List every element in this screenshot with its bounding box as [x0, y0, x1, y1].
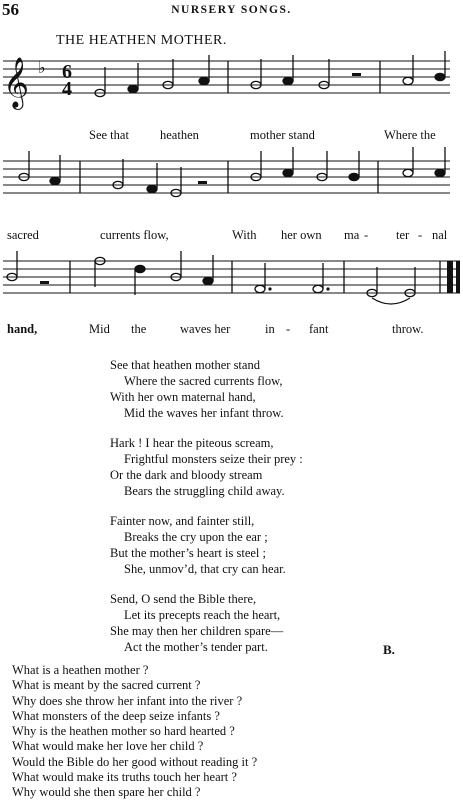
lyric-syllable: her own — [281, 228, 322, 242]
question-item: What monsters of the deep seize infants ? — [12, 708, 220, 723]
poem-verse: Where the sacred currents flow, — [124, 374, 283, 388]
lyric-syllable: - — [286, 322, 291, 336]
poem-verse: With her own maternal hand, — [110, 390, 256, 404]
music-staff-2 — [0, 155, 463, 225]
question-item: Would the Bible do her good without reading it ? — [12, 754, 258, 769]
poem-stanza-4 — [110, 591, 303, 655]
lyric-syllable: ma — [344, 228, 360, 242]
poem — [110, 357, 303, 669]
poem-verse: She, unmov’d, that cry can hear. — [124, 562, 286, 576]
poem-verse: Breaks the cry upon the ear ; — [124, 530, 268, 544]
lyric-syllable: Where the — [384, 128, 436, 142]
lyric-syllable: fant — [309, 322, 329, 336]
flat-sign-icon: ♭ — [38, 58, 46, 77]
poem-verse: Act the mother’s tender part. — [124, 640, 268, 654]
running-head: NURSERY SONGS. — [171, 4, 292, 16]
music-staff-3 — [0, 255, 463, 325]
lyric-syllable: ter — [396, 228, 410, 242]
lyric-syllable: See that — [89, 128, 129, 142]
poem-verse: She may then her children spare— — [110, 624, 284, 638]
lyric-syllable: hand, — [7, 322, 38, 336]
lyrics-line-2 — [0, 228, 463, 244]
poem-verse: See that heathen mother stand — [110, 358, 260, 372]
poem-verse: But the mother’s heart is steel ; — [110, 546, 266, 560]
question-item: Why is the heathen mother so hard hearted ? — [12, 724, 235, 739]
question-item: Why does she throw her infant into the river ? — [12, 693, 243, 708]
lyric-syllable: - — [418, 228, 423, 242]
lyric-syllable: throw. — [392, 322, 424, 336]
question-item: Why would she then spare her child ? — [12, 785, 201, 800]
author-signature: B. — [383, 642, 395, 657]
lyrics-line-1 — [0, 128, 463, 144]
music-staff-1 — [0, 55, 463, 125]
question-item: What would make her love her child ? — [12, 739, 204, 754]
poem-verse: Fainter now, and fainter still, — [110, 514, 255, 528]
poem-stanza-1 — [110, 357, 303, 421]
lyric-syllable: mother stand — [250, 128, 315, 142]
poem-verse: Bears the struggling child away. — [124, 484, 285, 498]
question-list — [12, 663, 257, 801]
poem-stanza-2 — [110, 435, 303, 499]
page-number: 56 — [2, 0, 19, 19]
lyric-syllable: currents flow, — [100, 228, 169, 242]
lyric-syllable: - — [364, 228, 369, 242]
poem-verse: Let its precepts reach the heart, — [124, 608, 281, 622]
treble-clef-icon: 𝄞 — [3, 57, 30, 108]
time-signature-top: 6 — [62, 61, 72, 83]
poem-verse: Send, O send the Bible there, — [110, 592, 257, 606]
lyric-syllable: in — [265, 322, 275, 336]
lyric-syllable: Mid — [89, 322, 110, 336]
lyric-syllable: waves her — [180, 322, 231, 336]
poem-verse: Mid the waves her infant throw. — [124, 406, 284, 420]
poem-stanza-3 — [110, 513, 303, 577]
question-item: What would make its truths touch her heart ? — [12, 770, 237, 785]
lyric-syllable: With — [232, 228, 257, 242]
lyric-syllable: the — [131, 322, 147, 336]
question-item: What is a heathen mother ? — [12, 663, 149, 677]
poem-verse: Or the dark and bloody stream — [110, 468, 263, 482]
poem-verse: Hark ! I hear the piteous scream, — [110, 436, 274, 450]
song-title: THE HEATHEN MOTHER. — [56, 33, 227, 48]
lyric-syllable: heathen — [160, 128, 199, 142]
lyric-syllable: nal — [432, 228, 448, 242]
lyric-syllable: sacred — [7, 228, 39, 242]
time-signature-bottom: 4 — [62, 78, 72, 100]
lyrics-line-3 — [0, 322, 463, 338]
question-item: What is meant by the sacred current ? — [12, 678, 201, 693]
poem-verse: Frightful monsters seize their prey : — [124, 452, 303, 466]
